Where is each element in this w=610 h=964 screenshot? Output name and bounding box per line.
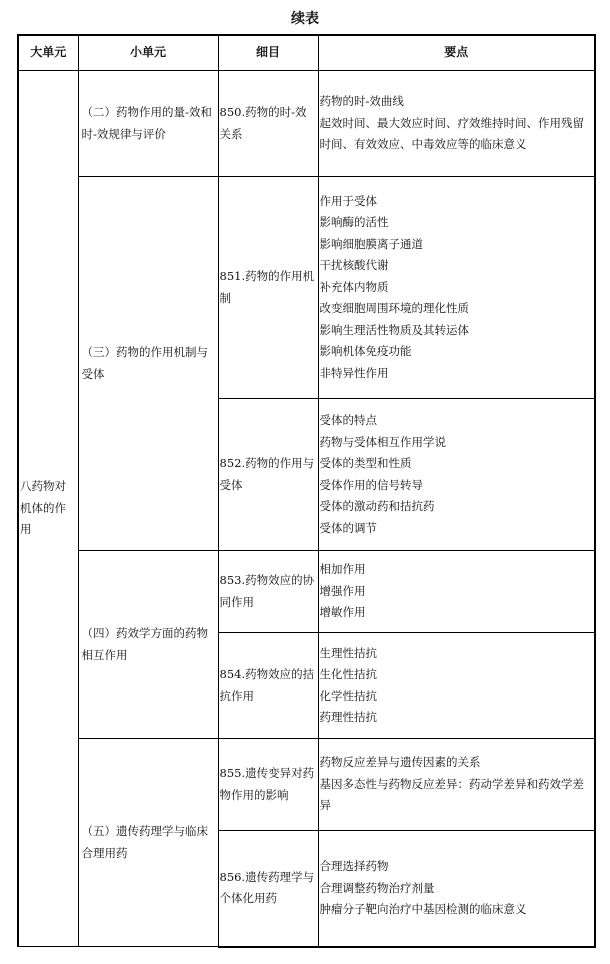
point-item: 生化性拮抗 [319,667,377,681]
points-cell [318,177,595,399]
point-item: 改变细胞周围环境的理化性质 [319,301,469,316]
table-row [18,551,595,633]
header-small-unit: 小单元 [78,35,218,71]
header-detail: 细目 [218,35,318,71]
point-item: 受体的调节 [319,520,377,535]
table-header-row [18,35,595,71]
point-item: 药理性拮抗 [319,710,377,724]
header-big-unit: 大单元 [18,35,78,71]
point-item: 合理选择药物 [319,859,389,873]
point-item: 药物与受体相互作用学说 [319,434,446,449]
point-item: 肿瘤分子靶向治疗中基因检测的临床意义 [319,902,527,916]
syllabus-table [17,34,596,948]
point-item: 起效时间、最大效应时间、疗效维持时间、作用残留时间、有效效应、中毒效应等的临床意义 [319,115,584,152]
point-item: 生理性拮抗 [319,645,377,660]
detail-cell: 855.遗传变异对药物作用的影响 [218,739,318,831]
point-item: 补充体内物质 [319,279,389,294]
point-item: 药物的时-效曲线 [319,94,404,109]
point-item: 非特异性作用 [319,365,389,380]
point-item: 影响机体免疫功能 [319,344,412,359]
small-unit-cell: （四）药效学方面的药物相互作用 [78,551,218,739]
point-item: 相加作用 [319,562,366,577]
points-cell [318,633,595,739]
point-item: 受体的激动药和拮抗药 [319,499,435,513]
point-item: 作用于受体 [319,193,377,208]
point-item: 受体的类型和性质 [319,456,412,470]
small-unit-cell: （三）药物的作用机制与受体 [78,177,218,551]
point-item: 增敏作用 [319,605,366,620]
points-cell [318,399,595,551]
table-row [18,177,595,399]
points-cell [318,739,595,831]
detail-cell: 853.药物效应的协同作用 [218,551,318,633]
detail-cell: 850.药物的时-效关系 [218,71,318,177]
detail-cell: 854.药物效应的拮抗作用 [218,633,318,739]
point-item: 药物反应差异与遗传因素的关系 [319,755,481,770]
small-unit-cell: （二）药物作用的量-效和时-效规律与评价 [78,71,218,177]
points-cell [318,71,595,177]
page-title: 续表 [291,11,319,27]
point-item: 受体的特点 [319,413,377,427]
point-item: 基因多态性与药物反应差异：药动学差异和药效学差异 [319,776,584,813]
point-item: 干扰核酸代谢 [319,258,389,273]
point-item: 受体作用的信号转导 [319,477,423,492]
point-item: 影响细胞膜离子通道 [319,236,423,251]
header-points: 要点 [318,35,595,71]
table-row [18,71,595,177]
point-item: 化学性拮抗 [319,688,377,703]
point-item: 合理调整药物治疗剂量 [319,880,435,895]
point-item: 影响酶的活性 [319,215,389,230]
point-item: 影响生理活性物质及其转运体 [319,322,469,337]
point-item: 增强作用 [319,583,366,598]
small-unit-cell: （五）遗传药理学与临床合理用药 [78,739,218,947]
detail-cell: 851.药物的作用机制 [218,177,318,399]
points-cell [318,551,595,633]
detail-cell: 856.遗传药理学与个体化用药 [218,831,318,947]
table-row [18,739,595,831]
points-cell [318,831,595,947]
detail-cell: 852.药物的作用与受体 [218,399,318,551]
big-unit-cell: 八药物对机体的作用 [18,71,78,947]
